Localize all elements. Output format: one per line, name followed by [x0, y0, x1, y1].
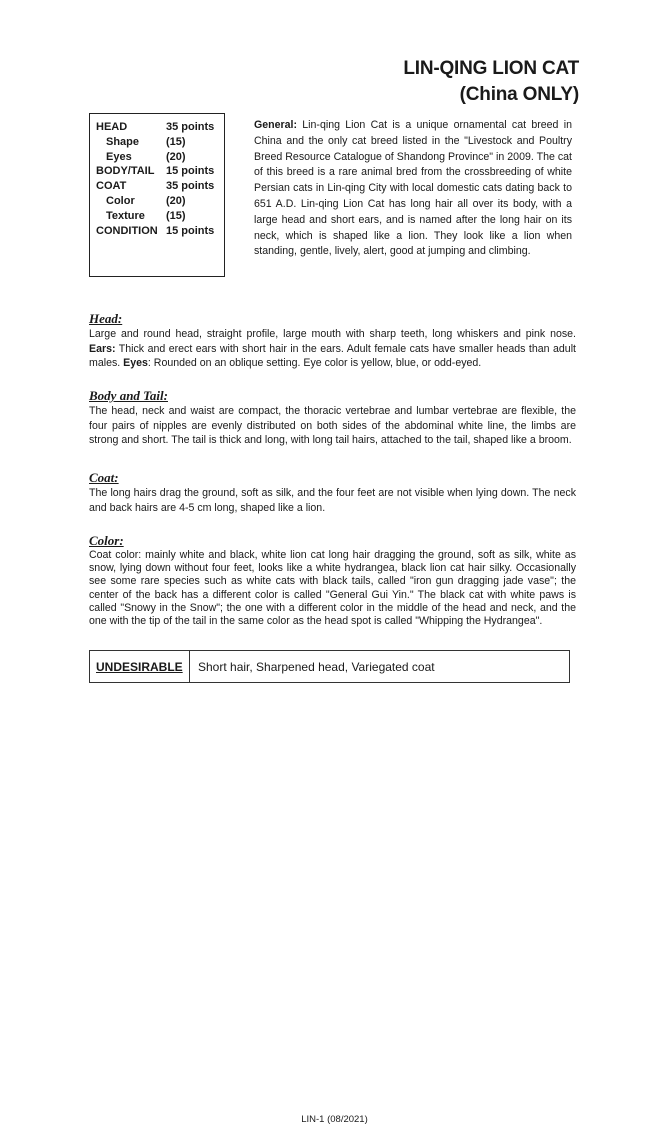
points-label: COAT — [96, 180, 127, 193]
coat-section — [89, 470, 576, 515]
points-label: Color — [106, 194, 135, 207]
ears-label: Ears: — [89, 342, 116, 355]
points-value: (15) — [166, 209, 186, 222]
points-label: HEAD — [96, 121, 128, 133]
undesirable-box — [89, 650, 570, 683]
points-row — [96, 179, 220, 194]
breed-title-name: LIN-QING LION CAT — [403, 58, 579, 79]
general-text: Lin-qing Lion Cat is a unique ornamental cat breed in China and the only cat breed listed in the "Livestock and Poultry Breed Resource Catalogue of Shandong Province" in 2009. The cat of this breed is a rare animal bred from the crossbreeding of white Persian cats in Lin-qing City with local domestic cats dating back to 651 A.D. Lin-qing Lion Cat has long hair all over its body, with a large head and short ears, and is named after the long hair on its neck, which is shaped like a lion. They look like a lion when standing, gentle, lively, alert, good at jumping and climbing. — [254, 119, 572, 258]
head-text-part: Large and round head, straight profile, large mouth with sharp teeth, long whiskers and pink nose. — [89, 328, 576, 340]
points-value: (15) — [166, 135, 186, 148]
body-tail-text: The head, neck and waist are compact, the thoracic vertebrae and lumbar vertebrae are flexible, the four pairs of nipples are evenly distributed on both sides of the abdominal white line, the limbs are strong and short. The tail is thick and long, with long tail hairs, attached to the tail, shaped like a broom. — [89, 405, 576, 446]
color-text: Coat color: mainly white and black, white lion cat long hair dragging the ground, soft as silk, white as snow, lying down without four feet, looks like a white hydrangea, black lion cat hair silky. Occasionally see some rare species such as white cats with black tails, called "iron gun dragging jade vase"; the center of the back has a different color is called "General Gui Yin." The black cat with white paws is called "Snowy in the Snow"; the one with a different color in the middle of the head and neck, and the one with the tip of the tail in the same color as the head spot is called "Whipping the Hydrangea". — [89, 549, 576, 628]
color-section — [89, 533, 576, 628]
points-value: 15 points — [166, 224, 215, 237]
general-description — [254, 118, 572, 260]
points-row — [96, 150, 220, 165]
points-label: Eyes — [106, 150, 132, 163]
points-label: Texture — [106, 209, 145, 222]
points-value: 35 points — [166, 121, 215, 133]
coat-heading: Coat: — [89, 470, 119, 485]
coat-text: The long hairs drag the ground, soft as silk, and the four feet are not visible when lying down. The neck and back hairs are 4-5 cm long, shaped like a lion. — [89, 487, 576, 514]
general-label: General: — [254, 119, 297, 131]
points-row — [96, 194, 220, 209]
points-value: (20) — [166, 150, 186, 163]
points-row — [96, 164, 220, 179]
head-text-part: Thick and erect ears with short hair in the ears. Adult female cats have smaller heads than adult males. — [89, 342, 576, 369]
points-row — [96, 224, 220, 239]
undesirable-label: UNDESIRABLE — [90, 651, 190, 682]
points-label: CONDITION — [96, 224, 158, 237]
points-value: 35 points — [166, 180, 215, 193]
head-text-part: : Rounded on an oblique setting. Eye color is yellow, blue, or odd-eyed. — [147, 357, 482, 369]
points-value: (20) — [166, 194, 186, 207]
eyes-label: Eyes — [123, 357, 148, 369]
points-box — [89, 113, 225, 277]
points-value: 15 points — [166, 165, 215, 178]
points-row — [96, 135, 220, 150]
points-label: BODY/TAIL — [96, 165, 155, 178]
body-tail-heading: Body and Tail: — [89, 388, 168, 403]
head-text — [89, 327, 576, 371]
breed-title — [403, 56, 579, 108]
footer-code: LIN-1 (08/2021) — [301, 1114, 368, 1125]
head-heading: Head: — [89, 311, 123, 326]
head-section — [89, 311, 576, 371]
breed-title-region: (China ONLY) — [459, 84, 579, 105]
body-tail-section — [89, 388, 576, 448]
points-row — [96, 209, 220, 224]
color-heading: Color: — [89, 533, 124, 548]
points-label: Shape — [106, 135, 140, 148]
points-row — [96, 120, 220, 135]
undesirable-text: Short hair, Sharpened head, Variegated coat — [198, 659, 435, 674]
